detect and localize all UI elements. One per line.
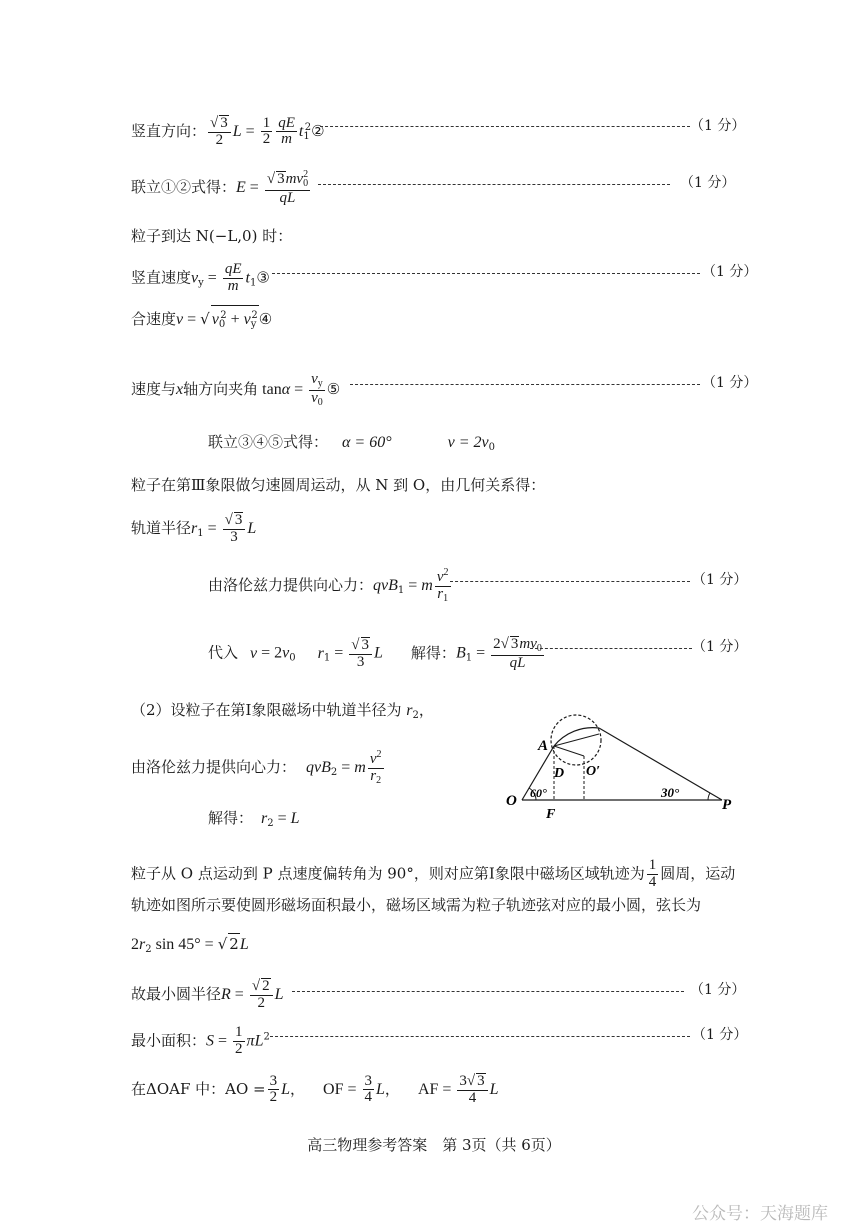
label-O-prime: O′	[586, 764, 601, 779]
eq-vertical-displacement: 竖直方向： $\frac{√ 3}{2}$ L = $\frac{1}{2}$ $\frac{qE}{m}$ $t_1^2②$	[131, 114, 325, 148]
score-label: （1 分）	[690, 118, 746, 134]
label-D: D	[554, 766, 565, 781]
text-reach-N: 粒子到达 N(−L,0) 时：	[131, 227, 293, 245]
geometry-diagram	[496, 706, 746, 826]
dashed-leader	[270, 1036, 690, 1037]
eq-solve-B1: 代入 $v = 2v_0$ $r_1$ = $\frac{√ 3}{3}$ L 解得：$B_1$ = $\frac{2√ 3mv_0}{qL}$	[208, 636, 542, 671]
score-label: （1 分）	[692, 1027, 748, 1043]
score-label: （1 分）	[702, 264, 758, 280]
dashed-leader	[272, 273, 700, 274]
score-label: （1 分）	[690, 982, 746, 998]
chord-line	[554, 734, 599, 746]
eq-electric-field: 联立①②式得：E = $\frac{√ 3mv_0^2}{qL}$	[131, 169, 309, 206]
eq-triangle-OAF: 在ΔOAF 中：AO = $\frac{3}{2}$ L， OF = $\frac{3}{4}$ L， AF = $\frac{3√ 3}{4}$ L	[131, 1072, 499, 1106]
eq-min-area: 最小面积：S = $\frac{1}{2}$ $\pi L^2$	[131, 1024, 270, 1057]
text-deflection-angle: 粒子从 O 点运动到 P 点速度偏转角为 90°，则对应第Ⅰ象限中磁场区域轨迹为 $\frac{1}{4}$ 圆周，运动	[131, 857, 736, 890]
dashed-leader	[318, 184, 670, 185]
page-footer: 高三物理参考答案 第 3页（共 6页）	[307, 1136, 561, 1154]
dashed-leader	[320, 126, 690, 127]
text-min-circle: 轨迹如图所示要使圆形磁场面积最小，磁场区域需为粒子轨迹弦对应的最小圆，弦长为	[131, 896, 702, 914]
angle-arc-30	[708, 793, 710, 800]
eq-chord-length: $2r_2$ sin 45° = √ 2L	[131, 935, 249, 955]
label-angle-60: 60°	[530, 786, 547, 800]
text-circular-motion: 粒子在第Ⅲ象限做匀速圆周运动，从 N 到 O，由几何关系得：	[131, 476, 546, 494]
watermark: 公众号：天海题库	[692, 1204, 828, 1224]
label-P: P	[722, 797, 732, 813]
score-label: （1 分）	[692, 639, 748, 655]
score-label: （1 分）	[692, 572, 748, 588]
score-label: （1 分）	[702, 375, 758, 391]
eq-lorentz-force-1: 由洛伦兹力提供向心力：qvB$_1$ = m $\frac{v^2}{r_1}$	[208, 567, 449, 604]
eq-orbit-radius-r1: 轨道半径$r_1$ = $\frac{√ 3}{3}$ L	[131, 512, 257, 545]
eq-lorentz-force-2: 由洛伦兹力提供向心力： qvB$_2$ = m $\frac{v^2}{r_2}$	[131, 749, 382, 786]
label-O: O	[506, 793, 517, 809]
dashed-leader	[450, 581, 690, 582]
radius-line	[554, 746, 584, 756]
dashed-leader	[350, 384, 700, 385]
label-angle-30: 30°	[661, 785, 680, 800]
eq-solve-angle-speed: 联立③④⑤式得： α = 60° $v = 2v_0$	[208, 433, 495, 453]
eq-angle-tangent: 速度与x轴方向夹角 tanα = $\frac{v_y}{v_0}$ ⑤	[131, 371, 341, 408]
eq-vertical-velocity: 竖直速度$v_y$ = $\frac{qE}{m}$ $t_1③$	[131, 261, 270, 294]
eq-min-radius: 故最小圆半径R = $\frac{√ 2}{2}$ L	[131, 978, 284, 1011]
eq-resultant-velocity: 合速度v = √ $v_0^2$ + $v_y^2④$	[131, 305, 272, 335]
dashed-leader	[530, 648, 692, 649]
score-label: （1 分）	[680, 175, 736, 191]
arc-trajectory	[554, 728, 599, 746]
label-F: F	[546, 807, 556, 822]
text-part2-intro: （2）设粒子在第Ⅰ象限磁场中轨道半径为 $r_2$，	[131, 701, 434, 721]
eq-solve-r2: 解得： $r_2 = L$	[208, 809, 300, 829]
label-A: A	[538, 738, 549, 754]
dashed-leader	[292, 991, 684, 992]
